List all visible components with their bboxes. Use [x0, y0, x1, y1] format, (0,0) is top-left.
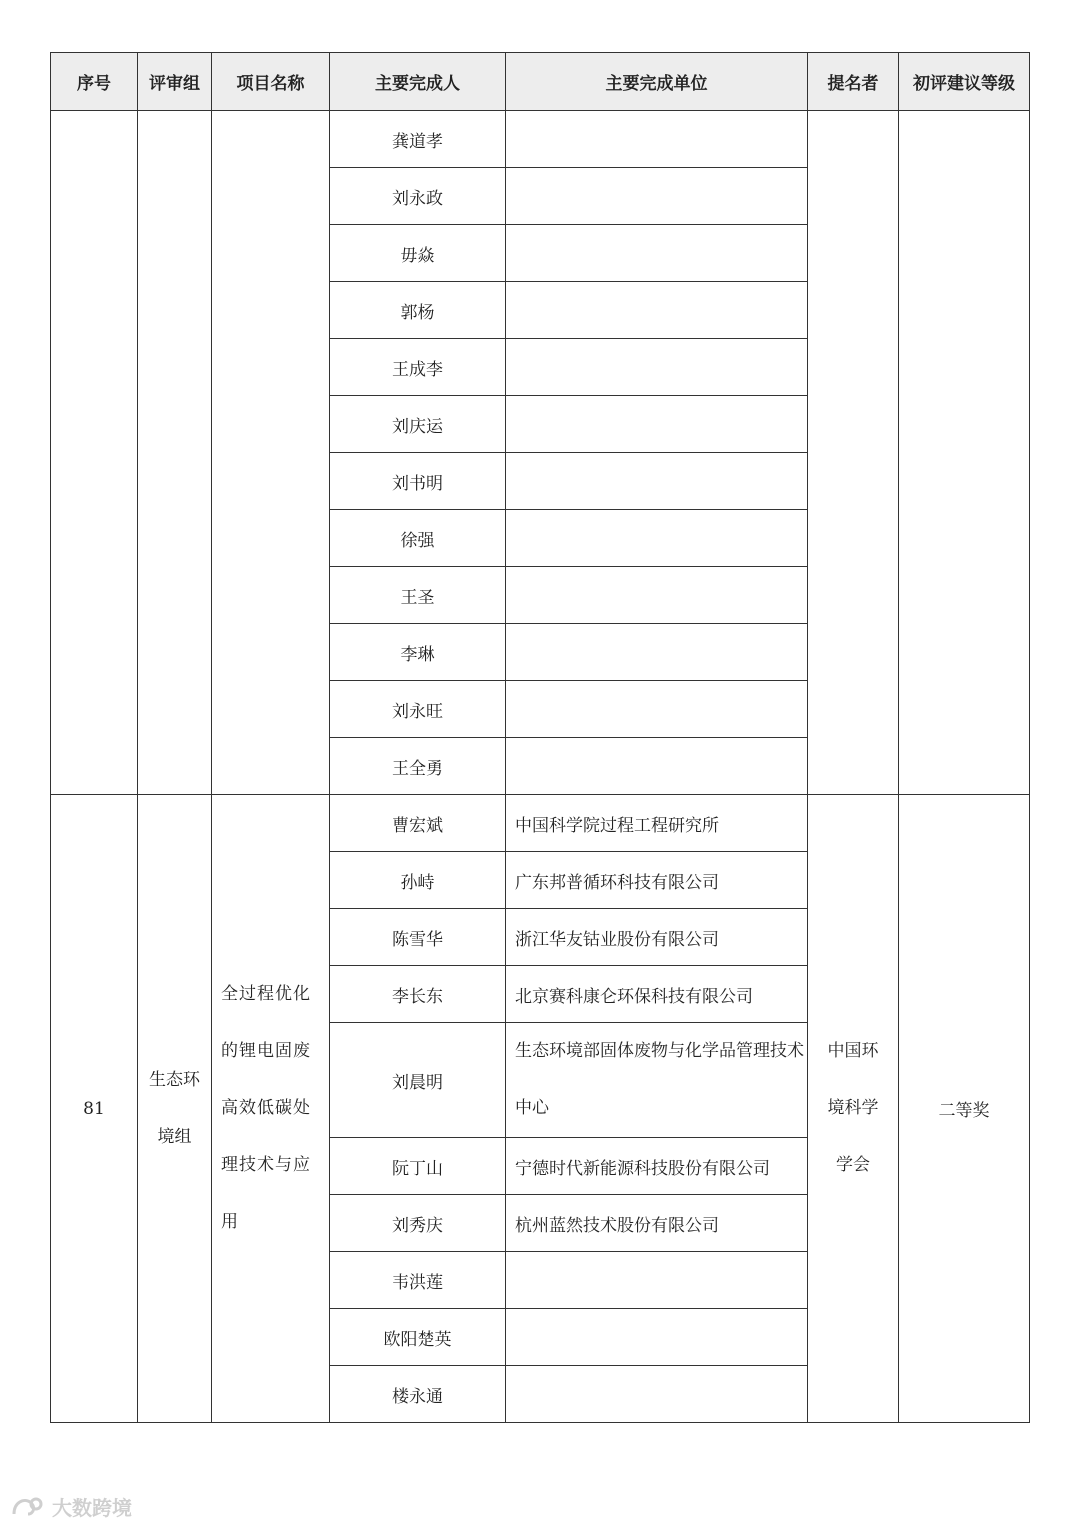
person-cell: 王圣 [330, 567, 506, 624]
unit-cell: 宁德时代新能源科技股份有限公司 [506, 1138, 808, 1195]
unit-cell [506, 111, 808, 168]
unit-cell: 北京赛科康仑环保科技有限公司 [506, 966, 808, 1023]
person-cell: 李长东 [330, 966, 506, 1023]
unit-cell: 杭州蓝然技术股份有限公司 [506, 1195, 808, 1252]
continued-project-cell [212, 111, 330, 795]
person-cell: 刘永旺 [330, 681, 506, 738]
person-cell: 韦洪莲 [330, 1252, 506, 1309]
unit-cell [506, 681, 808, 738]
person-cell: 楼永通 [330, 1366, 506, 1423]
unit-cell [506, 624, 808, 681]
person-cell: 王成李 [330, 339, 506, 396]
person-cell: 徐强 [330, 510, 506, 567]
person-cell: 刘秀庆 [330, 1195, 506, 1252]
watermark [10, 1492, 132, 1521]
person-cell: 龚道孝 [330, 111, 506, 168]
nominator-text: 中国环境科学学会 [827, 1041, 879, 1175]
person-cell: 陈雪华 [330, 909, 506, 966]
header-level: 初评建议等级 [899, 53, 1030, 111]
level-cell: 二等奖 [899, 795, 1030, 1423]
unit-cell: 生态环境部固体废物与化学品管理技术中心 [506, 1023, 808, 1138]
unit-cell [506, 453, 808, 510]
award-table [50, 52, 1030, 1423]
unit-cell [506, 168, 808, 225]
unit-cell [506, 1309, 808, 1366]
person-cell: 欧阳楚英 [330, 1309, 506, 1366]
person-cell: 阮丁山 [330, 1138, 506, 1195]
header-unit: 主要完成单位 [506, 53, 808, 111]
logo-icon [10, 1494, 46, 1520]
unit-cell [506, 225, 808, 282]
unit-cell: 浙江华友钴业股份有限公司 [506, 909, 808, 966]
watermark-text: 大数跨境 [52, 1496, 132, 1520]
person-cell: 刘书明 [330, 453, 506, 510]
project-cell: 全过程优化的锂电固废高效低碳处理技术与应用 [212, 795, 330, 1423]
continued-seq-cell [51, 111, 138, 795]
unit-cell [506, 339, 808, 396]
person-cell: 郭杨 [330, 282, 506, 339]
header-row [51, 53, 1030, 111]
unit-cell [506, 396, 808, 453]
header-nominator: 提名者 [808, 53, 899, 111]
table-row [51, 795, 1030, 852]
unit-cell [506, 282, 808, 339]
unit-cell [506, 738, 808, 795]
group-text: 生态环境组 [149, 1069, 200, 1147]
person-cell: 孙峙 [330, 852, 506, 909]
unit-cell: 中国科学院过程工程研究所 [506, 795, 808, 852]
continued-level-cell [899, 111, 1030, 795]
unit-cell [506, 1366, 808, 1423]
header-person: 主要完成人 [330, 53, 506, 111]
header-seq: 序号 [51, 53, 138, 111]
header-project: 项目名称 [212, 53, 330, 111]
group-cell [138, 795, 212, 1423]
person-cell: 曹宏斌 [330, 795, 506, 852]
person-cell: 刘永政 [330, 168, 506, 225]
person-cell: 毋焱 [330, 225, 506, 282]
header-group: 评审组 [138, 53, 212, 111]
person-cell: 李琳 [330, 624, 506, 681]
unit-cell [506, 1252, 808, 1309]
person-cell: 刘晨明 [330, 1023, 506, 1138]
person-cell: 刘庆运 [330, 396, 506, 453]
unit-cell: 广东邦普循环科技有限公司 [506, 852, 808, 909]
continued-nominator-cell [808, 111, 899, 795]
table-row [51, 111, 1030, 168]
nominator-cell [808, 795, 899, 1423]
person-cell: 王全勇 [330, 738, 506, 795]
continued-group-cell [138, 111, 212, 795]
unit-cell [506, 510, 808, 567]
seq-cell: 81 [51, 795, 138, 1423]
unit-cell [506, 567, 808, 624]
